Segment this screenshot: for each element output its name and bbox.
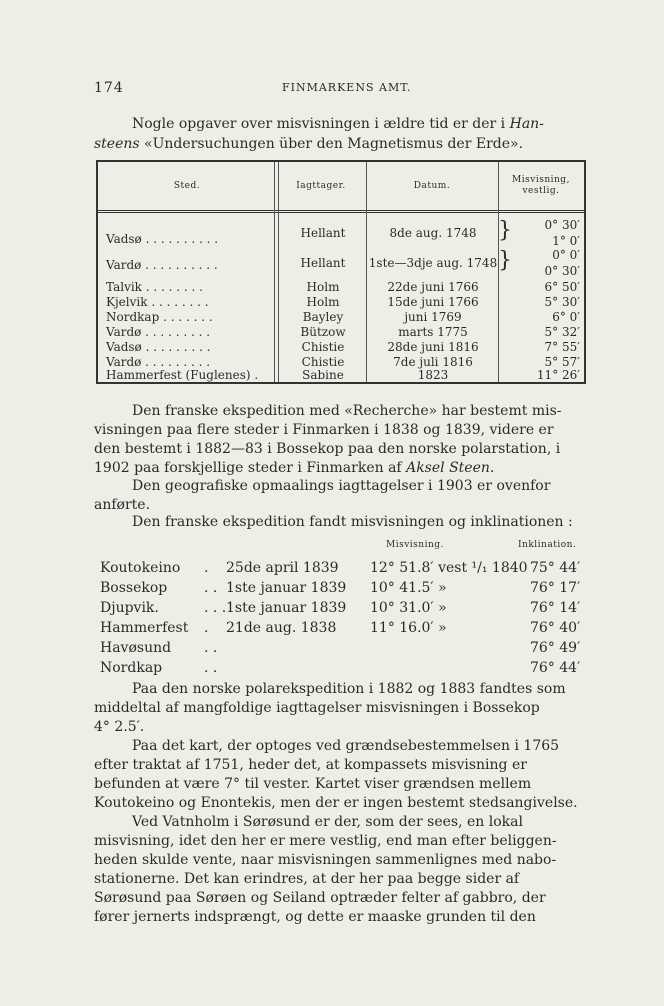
text-line: 1902 paa forskjellige steder i Finmarken af [94,460,402,476]
cell-value: 6° 0′ [552,310,580,324]
text-line: Den franske ekspedition fandt misvisningen og inklinationen : [132,514,573,530]
cell-value: 6° 50′ [544,280,580,294]
paragraph-polarekspedition [94,680,590,737]
cell-date: 22de juni 1766 [387,280,479,294]
text-line: 4° 2.5′. [94,719,145,735]
cell-place: Talvik . . . . . . . . [106,280,203,294]
obs-date: 21de aug. 1838 [226,620,337,636]
intro-paragraph [94,114,590,154]
obs-dots: . . [204,640,218,656]
cell-value: 1° 0′ [552,234,580,248]
intro-line1: Nogle opgaver over misvisningen i ældre tid er der i [132,116,506,132]
cell-date: 28de juni 1816 [387,340,479,354]
obs-misvisning: 12° 51.8′ vest ¹/₁ 1840 [370,560,528,576]
cell-observer: Hellant [300,226,346,240]
cell-value: 11° 26′ [536,368,580,382]
cell-value: 5° 32′ [544,325,580,339]
obs-inklination: 76° 40′ [530,620,581,636]
cell-value: 5° 57′ [544,355,580,369]
declination-table [96,160,586,384]
cell-observer: Chistie [301,340,345,354]
cell-observer: Holm [306,295,340,309]
table-header-row [98,162,584,213]
header-iagttager: Iagttager. [296,180,346,191]
text-line: efter traktat af 1751, heder det, at kompassets misvisning er [94,757,527,773]
cell-date: marts 1775 [398,325,468,339]
cell-observer: Bützow [300,325,346,339]
text-line: Paa det kart, der optoges ved grændsebestemmelsen i 1765 [132,738,560,754]
cell-value: 0° 30′ [544,218,580,232]
page-number: 174 [94,80,124,96]
text-line: Paa den norske polarekspedition i 1882 og 1883 fandtes som [132,681,566,697]
cell-value: 0° 30′ [544,264,580,278]
obs-place: Koutokeino [100,560,181,576]
list-item [100,600,590,620]
cell-place: Nordkap . . . . . . . [106,310,213,324]
cell-place: Vardø . . . . . . . . . [106,355,211,369]
list-item [100,660,590,680]
obs-place: Nordkap [100,660,163,676]
obs-place: Hammerfest [100,620,189,636]
obs-inklination: 76° 14′ [530,600,581,616]
obs-inklination: 75° 44′ [530,560,581,576]
obs-misvisning: 11° 16.0′ » [370,620,447,636]
cell-date: 1823 [417,368,449,382]
obs-place: Bossekop [100,580,168,596]
list-item [100,640,590,660]
text-line: den bestemt i 1882—83 i Bossekop paa den norske polarstation, i [94,441,561,457]
page-header [94,80,594,100]
obs-date: 1ste januar 1839 [226,580,347,596]
text-line: befunden at være 7° til vester. Kartet viser grændsen mellem [94,776,532,792]
intro-line2-italic: steens [94,136,140,152]
paragraph-vatnholm [94,813,590,927]
author-name: Aksel Steen. [406,460,495,476]
intro-line2: «Undersuchungen über den Magnetismus der Erde». [144,136,524,152]
cell-observer: Holm [306,280,340,294]
obs-inklination: 76° 49′ [530,640,581,656]
obs-inklination: 76° 44′ [530,660,581,676]
cell-date: juni 1769 [404,310,462,324]
text-line: middeltal af mangfoldige iagttagelser misvisningen i Bossekop [94,700,540,716]
obs-dots: . [204,560,209,576]
cell-value: 7° 55′ [544,340,580,354]
cell-value: 5° 30′ [544,295,580,309]
cell-place: Kjelvik . . . . . . . . [106,295,209,309]
cell-place: Vadsø . . . . . . . . . [106,340,211,354]
paragraph-kart [94,737,590,813]
text-line: Den geografiske opmaalings iagttagelser i 1903 er ovenfor [132,478,551,494]
text-line: Koutokeino og Enontekis, men der er ingen bestemt stedsangivelse. [94,795,578,811]
obs-inklination: 76° 17′ [530,580,581,596]
cell-place: Vadsø . . . . . . . . . . [106,232,219,246]
obs-dots: . . [204,580,218,596]
text-line: visningen paa flere steder i Finmarken i 1838 og 1839, videre er [94,422,554,438]
cell-observer: Chistie [301,355,345,369]
text-line: fører jernerts indsprængt, og dette er maaske grunden til den [94,909,536,925]
cell-date: 1ste—3dje aug. 1748 [368,256,498,270]
text-line: heden skulde vente, naar misvisningen sammenlignes med nabo- [94,852,557,868]
list-item [100,620,590,640]
paragraph-franske [94,513,590,532]
header-misvisning: Misvisning, vestlig. [512,175,570,196]
cell-date: 15de juni 1766 [387,295,479,309]
brace-icon: } [498,248,512,273]
header-inklination: Inklination. [518,540,577,550]
obs-dots: . [204,620,209,636]
cell-observer: Hellant [300,256,346,270]
obs-place: Djupvik. [100,600,159,616]
cell-place: Hammerfest (Fuglenes) . [106,368,259,382]
header-misvisning: Misvisning. [386,540,444,550]
text-line: stationerne. Det kan erindres, at der her paa begge sider af [94,871,520,887]
table-row [98,248,584,284]
text-line: Sørøsund paa Sørøen og Seiland optræder felter af gabbro, der [94,890,546,906]
paragraph-recherche [94,402,590,478]
cell-date: 7de juli 1816 [393,355,473,369]
obs-dots: . . . [204,600,227,616]
obs-misvisning: 10° 41.5′ » [370,580,447,596]
text-line: anførte. [94,497,151,513]
cell-value: 0° 0′ [552,248,580,262]
header-sted: Sted. [173,180,201,191]
header-datum: Datum. [413,180,451,191]
obs-dots: . . [204,660,218,676]
list-item [100,560,590,580]
running-title: FINMARKENS AMT. [282,81,412,94]
cell-place: Vardø . . . . . . . . . [106,325,211,339]
paragraph-geografiske [94,477,590,515]
text-line: Den franske ekspedition med «Recherche» har bestemt mis- [132,403,562,419]
obs-date: 1ste januar 1839 [226,600,347,616]
text-line: Ved Vatnholm i Sørøsund er der, som der sees, en lokal [132,814,523,830]
cell-observer: Bayley [302,310,344,324]
intro-line1-italic: Han- [509,116,544,132]
obs-place: Havøsund [100,640,172,656]
brace-icon: } [498,218,512,243]
cell-place: Vardø . . . . . . . . . . [106,258,218,272]
cell-date: 8de aug. 1748 [389,226,477,240]
list-item [100,580,590,600]
cell-observer: Sabine [302,368,344,382]
obs-date: 25de april 1839 [226,560,339,576]
obs-misvisning: 10° 31.0′ » [370,600,447,616]
text-line: misvisning, idet den her er mere vestlig, end man efter beliggen- [94,833,557,849]
